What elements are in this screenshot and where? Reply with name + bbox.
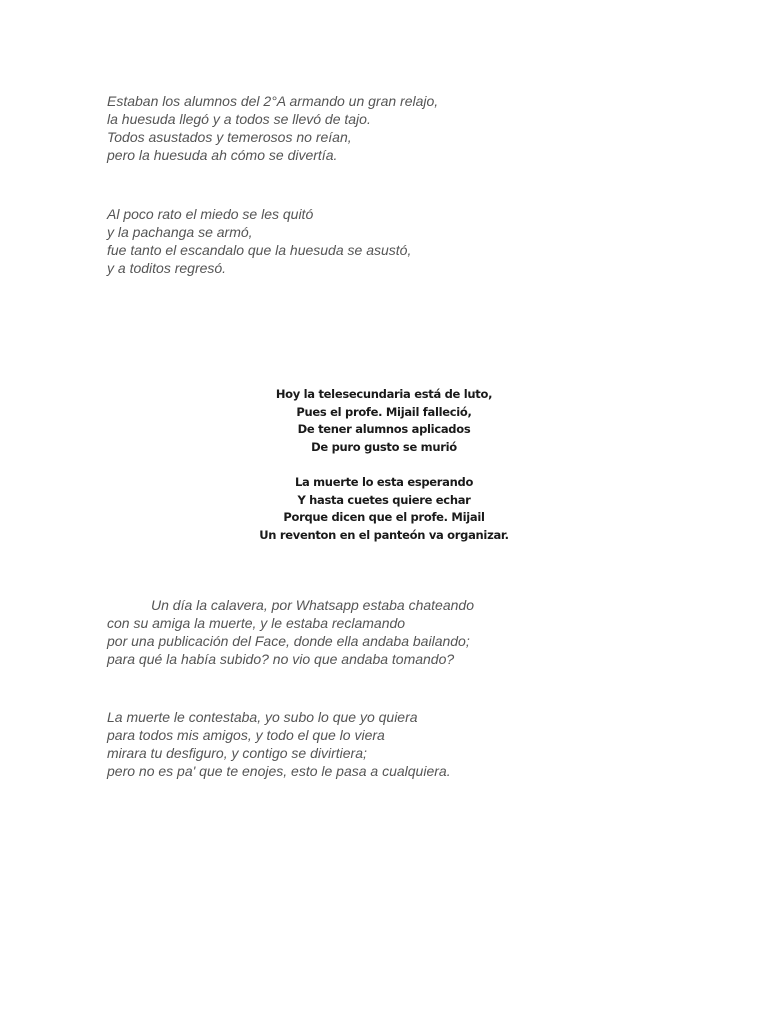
stanza-line: por una publicación del Face, donde ella andaba bailando;	[107, 633, 470, 649]
stanza-line: La muerte le contestaba, yo subo lo que yo quiera	[107, 709, 418, 725]
stanza-1	[107, 92, 438, 164]
stanza-line: para qué la había subido? no vio que andaba tomando?	[107, 651, 455, 667]
stanza-5	[107, 596, 474, 668]
stanza-line: Un día la calavera, por Whatsapp estaba chateando	[151, 597, 474, 613]
stanza-line: De puro gusto se murió	[311, 439, 457, 454]
stanza-line: la huesuda llegó y a todos se llevó de tajo.	[107, 111, 371, 127]
stanza-4	[0, 474, 768, 544]
stanza-6	[107, 708, 451, 780]
stanza-line: Al poco rato el miedo se les quitó	[107, 206, 314, 222]
stanza-line: y a toditos regresó.	[107, 260, 227, 276]
stanza-line: Hoy la telesecundaria está de luto,	[275, 387, 493, 401]
stanza-line: De tener alumnos aplicados	[297, 422, 471, 436]
stanza-line: para todos mis amigos, y todo el que lo viera	[107, 727, 385, 743]
stanza-line: Y hasta cuetes quiere echar	[297, 492, 471, 507]
stanza-line: Un reventon en el panteón va organizar.	[259, 527, 509, 542]
stanza-line: pero no es pa' que te enojes, esto le pasa a cualquiera.	[107, 763, 451, 779]
stanza-3	[0, 386, 768, 456]
stanza-line: fue tanto el escandalo que la huesuda se asustó,	[107, 242, 412, 258]
stanza-line: pero la huesuda ah cómo se divertía.	[107, 147, 338, 163]
stanza-2	[107, 205, 411, 277]
stanza-line: La muerte lo esta esperando	[294, 475, 474, 489]
stanza-line: Porque dicen que el profe. Mijail	[283, 510, 485, 524]
stanza-line: Pues el profe. Mijail falleció,	[296, 404, 472, 419]
stanza-line: Estaban los alumnos del 2°A armando un gran relajo,	[107, 93, 439, 109]
stanza-line: y la pachanga se armó,	[107, 224, 253, 240]
stanza-line: con su amiga la muerte, y le estaba reclamando	[107, 615, 406, 631]
stanza-line: mirara tu desfiguro, y contigo se divirtiera;	[107, 745, 367, 761]
stanza-line: Todos asustados y temerosos no reían,	[107, 129, 352, 145]
